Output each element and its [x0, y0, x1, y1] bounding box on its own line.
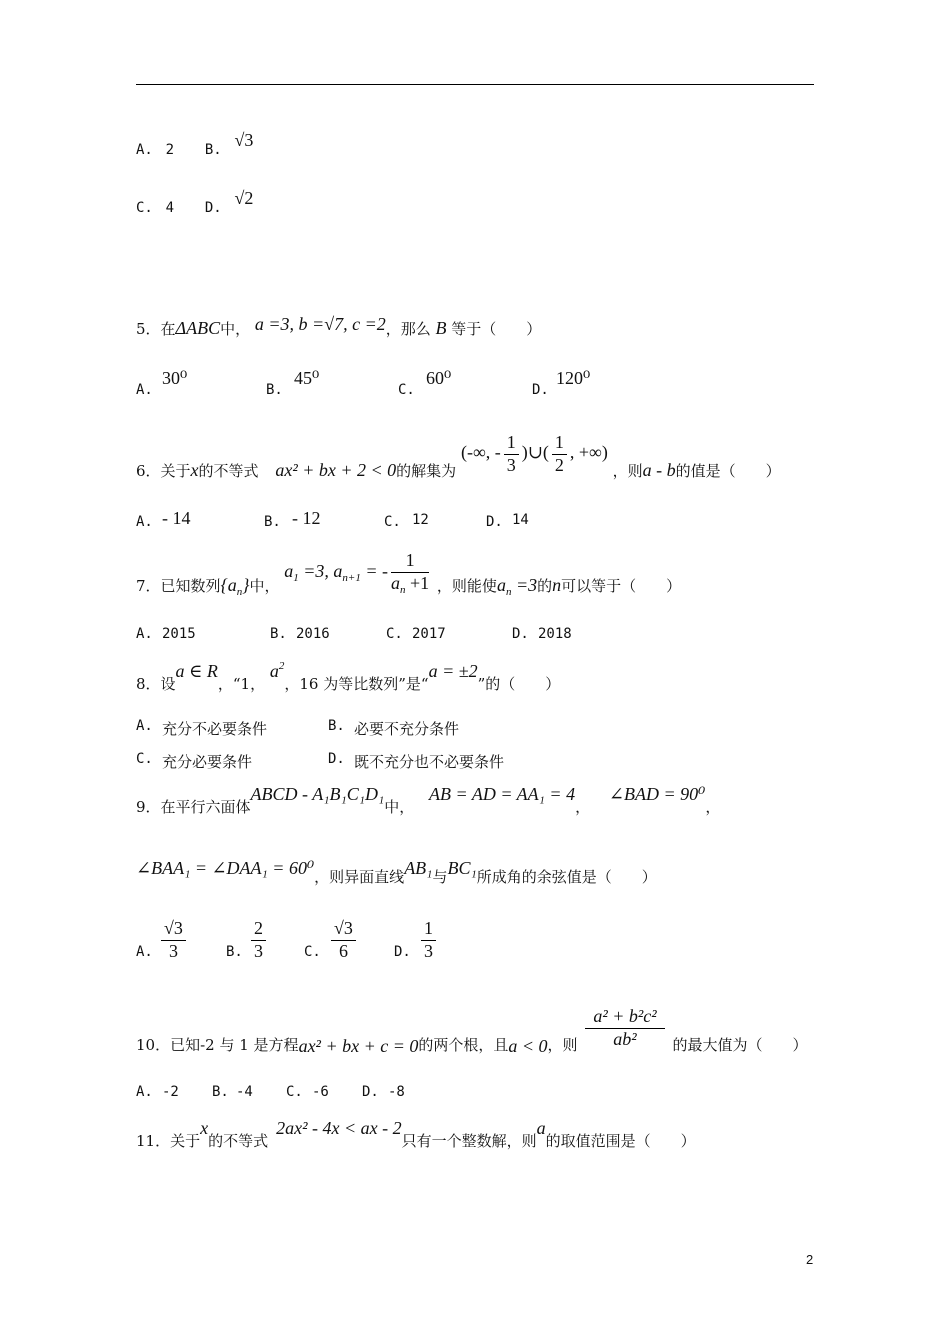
q10-text: 的两个根，且: [418, 1036, 509, 1055]
option-value: -2: [162, 1084, 179, 1100]
q6-text: ，则: [612, 462, 643, 481]
option-value: 12: [412, 512, 429, 528]
q5-triangle: ΔABC: [175, 318, 221, 338]
q9-condition-1: AB = AD = AA₁ = 4: [429, 784, 576, 804]
q6-set: )∪(: [521, 442, 549, 463]
option-label: D.: [362, 1084, 379, 1100]
q7-cond-part: =3, a: [298, 561, 343, 582]
q7-condition: [284, 561, 388, 585]
q10-text: ，则: [547, 1036, 578, 1055]
q6-inequality: ax² + bx + 2 < 0: [275, 460, 397, 481]
q7-stem: [136, 542, 682, 599]
fraction-denominator: ab²: [613, 1028, 637, 1049]
q7-options: [136, 626, 736, 646]
q7-cond2: =3: [511, 575, 538, 596]
q7-den-part: +1: [405, 572, 430, 593]
option-value: -6: [312, 1084, 329, 1100]
page-number: 2: [806, 1252, 814, 1267]
option-value: - 12: [292, 508, 321, 528]
q10-equation: ax² + bx + c = 0: [298, 1036, 419, 1057]
option-value: 45⁰: [294, 368, 320, 388]
option-label: C.: [136, 751, 153, 767]
q7-fraction: [391, 550, 429, 597]
q6-text: 的不等式: [198, 462, 259, 481]
q8-text: ，16 为等比数列”是“: [284, 675, 429, 693]
fraction-denominator: 3: [506, 454, 516, 475]
option-value: 2017: [412, 626, 446, 642]
q7-den-part: a: [390, 572, 400, 593]
q5-text: 中，: [220, 320, 251, 338]
option-value: √3: [234, 130, 254, 150]
q8-text: ，“1，: [217, 675, 266, 693]
q7-text: ，则能使: [436, 577, 497, 596]
q10-condition: a < 0: [508, 1036, 548, 1057]
q9-text: ，: [705, 798, 721, 816]
q8-condition-2: a = ±2: [428, 661, 478, 681]
fraction-denominator: 6: [338, 940, 348, 961]
q10-options: [136, 1084, 736, 1104]
q9-solid: ABCD - A₁B₁C₁D₁: [250, 784, 385, 804]
option-label: C.: [136, 200, 153, 216]
q11-stem: [136, 1118, 696, 1148]
fraction-denominator: 2: [554, 454, 564, 475]
q9-text: 与: [432, 868, 448, 886]
q6-set: , +∞): [569, 442, 608, 463]
q7-text: 中，: [249, 577, 280, 596]
option-label: D.: [512, 626, 529, 642]
q7-cond-part: = -: [360, 561, 388, 582]
option-label: A.: [136, 944, 153, 960]
q9-text: 所成角的余弦值是（ ）: [476, 868, 657, 886]
q4-options-row-1: [136, 130, 254, 159]
option-value: 既不充分也不必要条件: [354, 753, 505, 771]
option-label: D.: [328, 751, 345, 767]
fraction-numerator: √3: [331, 918, 356, 941]
option-value: 60⁰: [426, 368, 452, 388]
q8-stem: [136, 660, 561, 693]
option-label: C.: [304, 944, 321, 960]
option-value: 2015: [162, 626, 196, 642]
q7-cond-part: a: [284, 561, 294, 582]
option-label: B.: [328, 718, 345, 734]
option-label: B.: [204, 142, 222, 158]
q5-condition: a =3, b =√7, c =2: [254, 314, 386, 334]
option-value: - 14: [162, 508, 191, 528]
q8-text: 8．设: [136, 675, 176, 693]
q11-text: 只有一个整数解，则: [401, 1132, 537, 1150]
option-label: B.: [264, 514, 281, 530]
q9-condition-2: ∠BAD = 90⁰: [608, 784, 706, 804]
fraction-numerator: 2: [251, 918, 266, 941]
option-label: C.: [384, 514, 401, 530]
option-label: A.: [136, 718, 153, 734]
q9-condition-3: ∠BAA₁ = ∠DAA₁ = 60⁰: [136, 858, 315, 878]
q6-options: [136, 508, 736, 534]
option-label: D.: [204, 200, 222, 216]
q4-options-row-2: [136, 188, 254, 217]
option-label: B.: [226, 944, 243, 960]
q5-options: [136, 368, 736, 398]
q7-text: 的: [537, 577, 553, 596]
fraction-numerator: a² + b²c²: [585, 1006, 664, 1029]
q9-ab1: AB₁: [404, 858, 433, 878]
option-label: C.: [398, 382, 415, 398]
q11-text: 11．关于: [136, 1132, 201, 1150]
q11-var: x: [200, 1118, 209, 1138]
option-value: -4: [236, 1084, 253, 1100]
option-label: B.: [266, 382, 283, 398]
fraction-numerator: 1: [504, 432, 519, 455]
q7-seq: {a: [220, 575, 237, 596]
option-label: C.: [286, 1084, 303, 1100]
fraction-denominator: [391, 573, 429, 597]
option-label: B.: [270, 626, 287, 642]
q10-fraction: [585, 1006, 664, 1050]
option-value: -8: [388, 1084, 405, 1100]
q9-options: [136, 918, 736, 972]
option-value: 30⁰: [162, 368, 188, 388]
option-value: 必要不充分条件: [354, 720, 460, 738]
q6-fraction-2: [552, 432, 567, 476]
q7-seq: }: [242, 575, 250, 596]
option-value: 2: [165, 142, 175, 158]
option-value: 2018: [538, 626, 572, 642]
q9-text: ，则异面直线: [314, 868, 405, 886]
q7-text: 可以等于（ ）: [561, 577, 682, 596]
option-value: √2: [234, 188, 254, 208]
fraction-denominator: 3: [168, 940, 178, 961]
option-value: 14: [512, 512, 529, 528]
q11-var: a: [536, 1118, 546, 1138]
option-label: A.: [136, 514, 153, 530]
option-fraction: [251, 918, 266, 962]
q8-options-row-2: [136, 751, 736, 771]
q11-inequality: 2ax² - 4x < ax - 2: [276, 1118, 402, 1138]
q8-condition: a ∈ R: [175, 661, 218, 681]
q8-superscript: 2: [278, 660, 285, 672]
option-label: A.: [136, 382, 153, 398]
option-label: A.: [136, 142, 153, 158]
option-label: D.: [486, 514, 503, 530]
option-value: 充分必要条件: [162, 753, 253, 771]
q5-text: ，那么: [385, 320, 431, 338]
q9-bc1: BC₁: [447, 858, 477, 878]
fraction-numerator: 1: [552, 432, 567, 455]
q11-text: 的取值范围是（ ）: [545, 1132, 696, 1150]
option-fraction: [331, 918, 356, 962]
q9-text: 中，: [384, 798, 415, 816]
q8-a-squared: [270, 661, 285, 681]
q9-text: ，: [575, 798, 591, 816]
option-label: C.: [386, 626, 403, 642]
q7-cond2: a: [496, 575, 506, 596]
q5-text: 5．在: [136, 320, 176, 338]
q7-subscript: n: [399, 583, 406, 596]
q8-options-row-1: [136, 718, 736, 738]
option-fraction: [421, 918, 436, 962]
q7-text: 7．已知数列: [136, 577, 221, 596]
q5-stem: [136, 314, 542, 339]
q10-text: 的最大值为（ ）: [672, 1036, 808, 1055]
q9-stem-line-1: [136, 784, 720, 814]
option-value: 2016: [296, 626, 330, 642]
q6-set: (-∞, -: [460, 442, 501, 463]
q9-stem-line-2: [136, 858, 657, 888]
q7-subscript: n: [236, 586, 243, 599]
option-label: A.: [136, 1084, 153, 1100]
fraction-denominator: 3: [424, 940, 433, 961]
q10-stem: [136, 1000, 808, 1057]
fraction-numerator: √3: [161, 918, 186, 941]
q5-var: B: [435, 318, 447, 338]
fraction-denominator: 3: [254, 940, 263, 961]
option-label: A.: [136, 626, 153, 642]
option-label: D.: [532, 382, 549, 398]
option-value: 充分不必要条件: [162, 720, 268, 738]
q7-subscript: n: [505, 586, 512, 599]
q9-text: 9．在平行六面体: [136, 798, 251, 816]
option-value: 4: [165, 200, 175, 216]
q8-a: a: [269, 661, 279, 681]
option-value: 120⁰: [556, 368, 591, 388]
q6-text: 的值是（ ）: [675, 462, 781, 481]
fraction-numerator: 1: [421, 918, 436, 941]
q7-n: n: [552, 575, 562, 596]
q7-subscript: n+1: [342, 572, 361, 585]
q10-text: 10．已知-2 与 1 是方程: [136, 1036, 299, 1055]
option-fraction: [161, 918, 186, 962]
q6-text: 6．关于: [136, 462, 191, 481]
option-label: B.: [212, 1084, 229, 1100]
q6-stem: [136, 428, 781, 481]
q6-fraction-1: [504, 432, 519, 476]
q7-subscript: 1: [293, 572, 299, 585]
option-label: D.: [394, 944, 411, 960]
header-rule: [136, 84, 814, 85]
fraction-numerator: 1: [391, 550, 429, 573]
q8-text: ”的（ ）: [477, 675, 561, 693]
q6-text: 的解集为: [396, 462, 457, 481]
q6-expr: a - b: [642, 460, 676, 481]
q11-text: 的不等式: [208, 1132, 269, 1150]
q5-text: 等于（ ）: [451, 320, 542, 338]
q6-var: x: [190, 460, 199, 481]
